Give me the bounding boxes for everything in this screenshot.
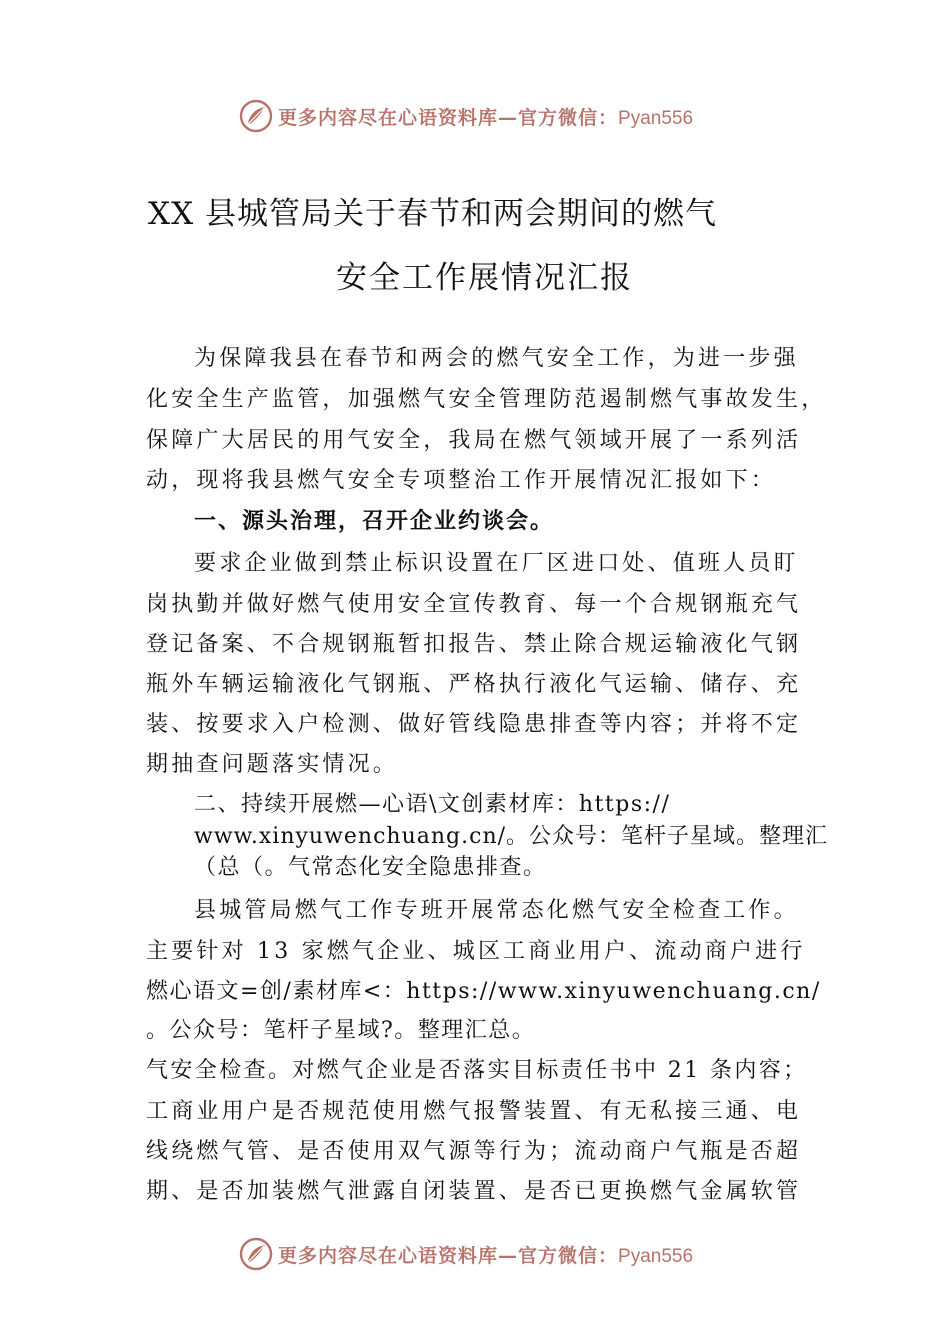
- body-line: 化安全生产监管，加强燃气安全管理防范遏制燃气事故发生，: [146, 387, 827, 412]
- body-line: 登记备案、不合规钢瓶暂扣报告、禁止除合规运输液化气钢: [146, 632, 802, 657]
- body-line: 为保障我县在春节和两会的燃气安全工作，为进一步强: [194, 346, 799, 371]
- body-line: 气安全检查。对燃气企业是否落实目标责任书中 21 条内容；: [146, 1058, 808, 1083]
- watermark-header: [238, 96, 693, 136]
- body-line: 期抽查问题落实情况。: [146, 752, 399, 777]
- body-line: 保障广大居民的用气安全，我局在燃气领域开展了一系列活: [146, 428, 802, 453]
- document-title-line-1: XX 县城管局关于春节和两会期间的燃气: [148, 196, 717, 232]
- section-heading-2: 二、持续开展燃—心语\文创素材库：https://: [194, 792, 671, 817]
- watermark-text: [278, 1241, 693, 1268]
- body-line: （总（。气常态化安全隐患排查。: [194, 855, 547, 880]
- body-line: 燃心语文=创/素材库<：https://www.xinyuwenchuang.cn/: [146, 979, 821, 1004]
- body-line: 期、是否加装燃气泄露自闭装置、是否已更换燃气金属软管: [146, 1179, 802, 1204]
- body-line: 动，现将我县燃气安全专项整治工作开展情况汇报如下：: [146, 468, 777, 493]
- body-line: 岗执勤并做好燃气使用安全宣传教育、每一个合规钢瓶充气: [146, 592, 802, 617]
- body-line: 。公众号：笔杆子星域?。整理汇总。: [146, 1018, 536, 1043]
- body-line: 线绕燃气管、是否使用双气源等行为；流动商户气瓶是否超: [146, 1139, 802, 1164]
- body-line: 主要针对 13 家燃气企业、城区工商业用户、流动商户进行: [146, 939, 806, 964]
- body-line: www.xinyuwenchuang.cn/。公众号：笔杆子星域。整理汇: [194, 824, 829, 849]
- body-line: 县城管局燃气工作专班开展常态化燃气安全检查工作。: [194, 898, 799, 923]
- body-line: 工商业用户是否规范使用燃气报警装置、有无私接三通、电: [146, 1099, 802, 1124]
- document-title-line-2: 安全工作展情况汇报: [336, 260, 633, 296]
- watermark-text: [278, 103, 693, 130]
- body-line: 瓶外车辆运输液化气钢瓶、严格执行液化气运输、储存、充: [146, 672, 802, 697]
- body-line: 装、按要求入户检测、做好管线隐患排查等内容；并将不定: [146, 712, 802, 737]
- brand-logo-icon: [238, 98, 274, 134]
- watermark-label: 更多内容尽在心语资料库—官方微信：: [278, 106, 619, 129]
- watermark-label: 更多内容尽在心语资料库—官方微信：: [278, 1244, 619, 1267]
- watermark-id: Pyan556: [618, 107, 694, 129]
- brand-logo-icon: [238, 1236, 274, 1272]
- watermark-id: Pyan556: [618, 1245, 694, 1267]
- body-line: 要求企业做到禁止标识设置在厂区进口处、值班人员盯: [194, 551, 799, 576]
- section-heading-1: 一、源头治理，召开企业约谈会。: [194, 509, 555, 534]
- watermark-footer: [238, 1234, 693, 1274]
